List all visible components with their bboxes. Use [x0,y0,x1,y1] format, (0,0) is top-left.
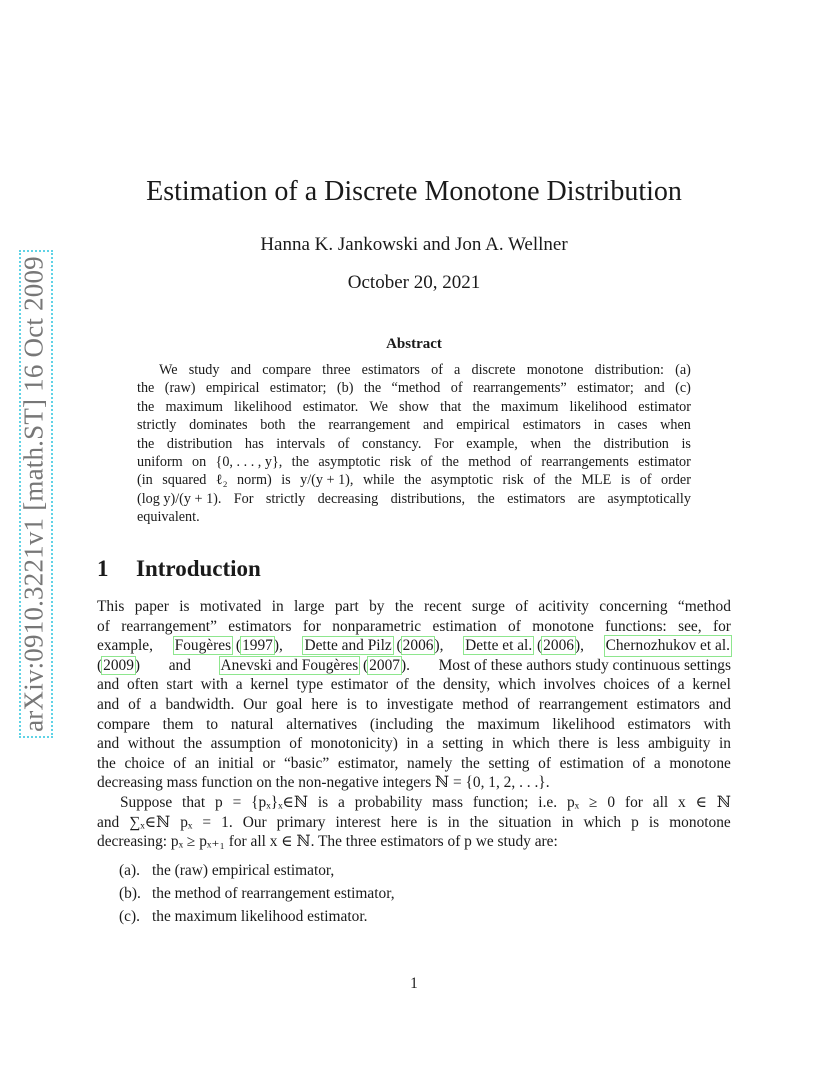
text-word: and [97,813,120,831]
text-word: of [538,754,551,772]
abstract-word: the [291,453,310,470]
text-word: function; [472,793,529,811]
text-word: = [232,793,242,811]
text-word: to [206,715,219,733]
text-word: of [508,617,521,635]
abstract-word: maximum [165,398,223,415]
text-word: {pₓ}ₓ∈ℕ [251,793,309,811]
text-word: acitivity [538,598,589,615]
text-word: type [296,676,324,694]
abstract-word: estimator [638,398,691,415]
text-word: = [202,813,212,831]
citation-link[interactable]: Chernozhukov et al. [605,637,730,655]
list-item [119,859,395,882]
text-word: them [162,715,194,733]
abstract-word: distributions, [390,490,466,507]
text-word: Suppose [120,793,173,811]
abstract-word: uniform [137,453,183,470]
text-word: there [558,735,590,753]
text-word: situation [498,813,552,831]
arxiv-identifier[interactable]: arXiv:0910.3221v1 [math.ST] 16 Oct 2009 [18,256,49,732]
abstract-word: is [681,435,691,452]
text-line [97,617,731,637]
text-line [97,715,731,735]
text-word: of [517,695,531,713]
text-word: paper [134,598,169,615]
abstract-word: example, [466,435,518,452]
text-word: that [182,793,206,811]
text-word: ∑ₓ∈ℕ [129,813,171,831]
abstract-word: squared [162,472,207,489]
text-word: monotone [669,813,731,831]
abstract-word: asymptotic [430,472,494,489]
abstract-word: distribution [166,435,233,452]
citation-chernozhukov-2009: (2009) [97,656,141,674]
text-fragment: and [168,656,191,674]
text-word: a [426,735,434,753]
abstract-word: three [322,362,351,378]
abstract-word: decreasing [317,490,379,507]
text-word: choice [124,754,165,772]
abstract-word: order [661,472,691,489]
abstract-word: in [593,417,605,434]
text-word: estimation [432,617,497,635]
abstract-word: constancy. [362,435,422,452]
text-word: a [653,754,661,772]
abstract-heading: Abstract [386,336,442,352]
abstract-word: of [520,453,532,470]
abstract-line [137,471,691,489]
text-word: in [406,735,419,753]
text-fragment: example, [97,637,153,655]
section-number: 1 [97,556,109,581]
abstract-line [137,490,691,508]
citation-dette-pilz-2006: Dette and Pilz (2006), [304,637,444,655]
abstract-word: of [533,472,546,489]
text-word: bandwidth. [165,695,235,713]
text-line: decreasing: pₓ ≥ pₓ₊₁ for all x ∈ ℕ. The three estimators of p we study are: [97,833,558,851]
abstract-word: asymptotically [607,490,691,507]
abstract-word: the [403,472,422,489]
text-word: goal [275,695,303,713]
text-word: a [677,676,685,694]
text-word: part [334,598,359,615]
text-word: i.e. [538,793,558,811]
text-word: here [390,813,418,831]
text-word: p [215,793,223,811]
abstract-word: dominates [189,417,248,434]
text-word: nonparametric [332,617,422,635]
text-line [97,636,731,656]
text-word: of [128,695,141,713]
abstract-word: norm) [237,472,272,489]
abstract-word: that [440,398,462,415]
text-word: choices [603,676,650,694]
abstract-word: distribution [603,435,669,452]
abstract-word: study [188,362,220,378]
text-word: maximum [477,715,540,733]
text-fragment: Most of these authors study continuous settings [438,656,731,674]
text-word: of [289,735,303,753]
text-word: which [583,813,622,831]
text-word: Our [243,695,268,713]
text-word: kernel [250,676,289,694]
text-word: is [317,793,329,811]
abstract-word: We [369,398,388,415]
abstract-line [137,453,691,471]
text-word: and [97,735,120,753]
text-word: compare [97,715,150,733]
citation-year-link[interactable]: 2007 [369,656,400,674]
abstract-word: y/(y + 1), [300,472,354,489]
abstract-word: rearrangement [328,417,411,434]
text-word: in [447,813,460,831]
abstract-body [137,361,691,527]
abstract-word: and [644,380,665,397]
abstract-word: (a) [675,362,691,378]
section-title: Introduction [136,556,261,581]
text-word: is [597,735,608,753]
abstract-word: the [472,398,490,415]
abstract-word: of [431,362,443,378]
text-word: setting [488,754,530,772]
abstract-word: For [233,490,254,507]
text-word: investigate [386,695,454,713]
abstract-line [137,379,691,397]
text-word: Our [242,813,267,831]
list-item-label: (b). [119,885,141,902]
abstract-line [137,416,691,434]
text-word: ℕ [716,793,731,811]
abstract-word: estimators [522,417,581,434]
abstract-word: estimators [361,362,420,378]
text-word: monotone [532,617,594,635]
list-item-text: the (raw) empirical estimator, [152,862,335,879]
text-word: the [445,715,465,733]
abstract-word: estimator; [577,380,634,397]
citation-link[interactable]: Dette and Pilz [304,637,392,655]
text-word: 0 [607,793,616,811]
text-word: start [166,676,193,694]
text-word: ambiguity [648,735,711,753]
text-word: monotone [669,754,731,772]
text-word: p [631,813,639,831]
citation-anevski-fougeres-2007: Anevski and Fougères (2007). [220,656,410,674]
section-heading [97,556,261,582]
text-word: pₓ [180,813,193,831]
abstract-word: asymptotic [318,453,381,470]
text-word: assumption [210,735,281,753]
text-line [97,656,731,676]
abstract-word: while [362,472,395,489]
abstract-word: (c) [675,380,691,397]
text-word: and [708,695,731,713]
abstract-word: estimators [507,490,566,507]
abstract-word: estimator. [302,398,359,415]
text-word: primary [276,813,326,831]
text-word: of [97,617,110,635]
text-word: in [561,813,574,831]
text-word: with [200,676,228,694]
text-word: and [97,676,120,694]
abstract-word: strictly [137,417,177,434]
abstract-word: risk [389,453,412,470]
text-word: is [648,813,660,831]
abstract-word: equivalent. [137,509,200,526]
text-line: decreasing mass function on the non-negative integers ℕ = {0, 1, 2, . . .}. [97,774,550,792]
text-word: involves [543,676,596,694]
abstract-line [137,398,691,416]
text-word: a [149,695,157,713]
text-word: natural [230,715,274,733]
abstract-word: and [422,417,444,434]
abstract-word: when [530,435,562,452]
abstract-word: intervals [276,435,326,452]
abstract-word: (b) [336,380,354,397]
text-word: kernel [692,676,731,694]
abstract-word: {0, . . . , y}, [215,453,283,470]
abstract-line [137,435,691,453]
abstract-word: the [554,472,572,489]
text-word: is [179,598,190,615]
citation-link[interactable]: Dette et al. [465,637,533,655]
text-line [97,793,731,813]
text-word: by [369,598,385,615]
abstract-word: when [660,417,691,434]
text-word: without [127,735,175,753]
abstract-word: distribution: [594,362,664,378]
abstract-word: the [477,490,495,507]
text-word: of [657,676,671,694]
estimator-list [119,859,395,928]
text-line [97,597,731,617]
text-line [97,813,731,833]
text-word: is [346,695,357,713]
text-word: for [712,617,731,635]
text-word: recent [423,598,462,615]
abstract-line [137,361,691,379]
text-word: functions: [605,617,667,635]
text-word: in [491,735,504,753]
text-word: motivated [199,598,262,615]
text-word: setting [442,735,484,753]
text-word: the [416,676,436,694]
abstract-word: For [433,435,454,452]
citation-link[interactable]: Fougères [174,637,232,655]
abstract-line [137,508,691,526]
text-word: This [97,598,125,615]
abstract-word: on [192,453,207,470]
text-word: estimator [330,676,389,694]
list-item-label: (a). [119,862,140,879]
text-line [97,734,731,754]
text-word: probability [354,793,423,811]
abstract-word: likelihood [569,398,628,415]
text-word: “method [677,598,731,615]
abstract-word: maximum [500,398,559,415]
text-word: in [719,735,731,753]
text-word: with [703,715,731,733]
text-word: 1. [221,813,233,831]
paper-authors: Hanna K. Jankowski and Jon A. Wellner [260,234,568,255]
text-word: estimator, [337,754,399,772]
text-word: estimators [627,715,691,733]
text-word: x [678,793,686,811]
text-word: large [294,598,325,615]
abstract-word: estimator [638,453,691,470]
abstract-word: of [639,472,652,489]
text-word: rearrangement” [121,617,217,635]
list-item [119,882,395,905]
text-word: which [512,735,550,753]
text-word: of [632,754,646,772]
text-word: estimation [559,754,624,772]
abstract-word: both [260,417,286,434]
text-word: alternatives [286,715,358,733]
list-item-label: (c). [119,908,140,925]
abstract-word: discrete [471,362,516,378]
text-word: “basic” [283,754,330,772]
abstract-word: of [337,435,350,452]
text-word: or [262,754,276,772]
text-word: estimators [636,695,700,713]
abstract-word: (in [137,472,153,489]
abstract-word: (raw) [164,380,196,397]
abstract-word: the [298,417,316,434]
citation-fougeres-1997: Fougères (1997), [174,637,283,655]
text-word: see, [678,617,702,635]
text-word: pₓ [566,793,580,811]
abstract-word: monotone [526,362,584,378]
abstract-word: empirical [205,380,260,397]
abstract-word: has [244,435,264,452]
text-word: method [462,695,509,713]
citation-year-link[interactable]: 2009 [103,656,134,674]
abstract-word: of [420,453,433,470]
text-word: which [498,676,536,694]
text-word: likelihood [552,715,615,733]
abstract-word: is [281,472,291,489]
text-word: interest [335,813,381,831]
text-line [97,754,731,774]
page-number: 1 [410,975,418,992]
abstract-word: and [230,362,252,378]
text-line [97,675,731,695]
abstract-word: We [159,362,178,378]
abstract-word: likelihood [234,398,292,415]
text-word: here [311,695,338,713]
text-word: mass [432,793,463,811]
abstract-word: empirical [456,417,510,434]
paper-date: October 20, 2021 [347,272,481,293]
text-word: (including [369,715,434,733]
list-item [119,905,395,928]
abstract-word: the [441,453,459,470]
text-word: in [271,598,284,615]
text-word: the [469,813,489,831]
text-word: a [235,676,243,694]
citation-year-link[interactable]: 2006 [402,637,434,655]
text-word: the [183,735,203,753]
abstract-word: rearrangements [541,453,629,470]
text-word: ∈ [695,793,708,811]
text-word: namely [407,754,453,772]
text-word: all [652,793,669,811]
text-word: surge [471,598,505,615]
abstract-word: “method [391,380,441,397]
text-word: density, [442,676,491,694]
citation-year-link[interactable]: 1997 [242,637,273,655]
abstract-word: method [468,453,511,470]
list-item-text: the method of rearrangement estimator, [152,885,395,902]
text-word: of [173,754,187,772]
text-word: estimators [228,617,292,635]
text-word: monotonicity) [310,735,398,753]
abstract-word: a [454,362,461,378]
citation-dette-et-al-2006: Dette et al. (2006), [465,637,584,655]
abstract-word: the [137,380,155,397]
abstract-word: (log y)/(y + 1). [137,490,222,507]
text-word: and [97,695,120,713]
text-word: ≥ [589,793,598,811]
text-word: initial [217,754,254,772]
text-word: to [365,695,378,713]
abstract-word: the [363,380,382,397]
abstract-word: show [399,398,429,415]
abstract-word: the [573,435,591,452]
introduction-body [97,597,731,852]
citation-link[interactable]: Anevski and Fougères [220,656,359,674]
text-word: an [194,754,210,772]
text-word: the [460,754,480,772]
abstract-word: rearrangements” [472,380,567,397]
text-word: of [515,598,529,615]
text-word: is [427,813,438,831]
text-word: concerning [599,598,668,615]
paper-title: Estimation of a Discrete Monotone Distribution [146,176,682,207]
text-word: rearrangement [538,695,628,713]
text-word: for [624,793,643,811]
abstract-word: cases [617,417,648,434]
abstract-word: is [620,472,631,489]
abstract-word: risk [502,472,524,489]
text-word: less [616,735,640,753]
text-word: the [394,598,414,615]
text-word: a [338,793,345,811]
text-word: for [302,617,321,635]
text-line [97,695,731,715]
citation-year-link[interactable]: 2006 [543,637,574,655]
list-item-text: the maximum likelihood estimator. [152,908,368,925]
abstract-word: ℓ₂ [215,472,228,489]
text-word: often [126,676,159,694]
abstract-word: are [577,490,596,507]
text-word: the [97,754,116,772]
abstract-word: strictly [265,490,306,507]
abstract-word: estimator; [269,380,327,397]
abstract-word: the [137,398,155,415]
abstract-word: compare [262,362,312,378]
text-word: of [395,676,409,694]
abstract-word: the [137,435,155,452]
abstract-word: of [450,380,463,397]
abstract-word: MLE [581,472,612,489]
